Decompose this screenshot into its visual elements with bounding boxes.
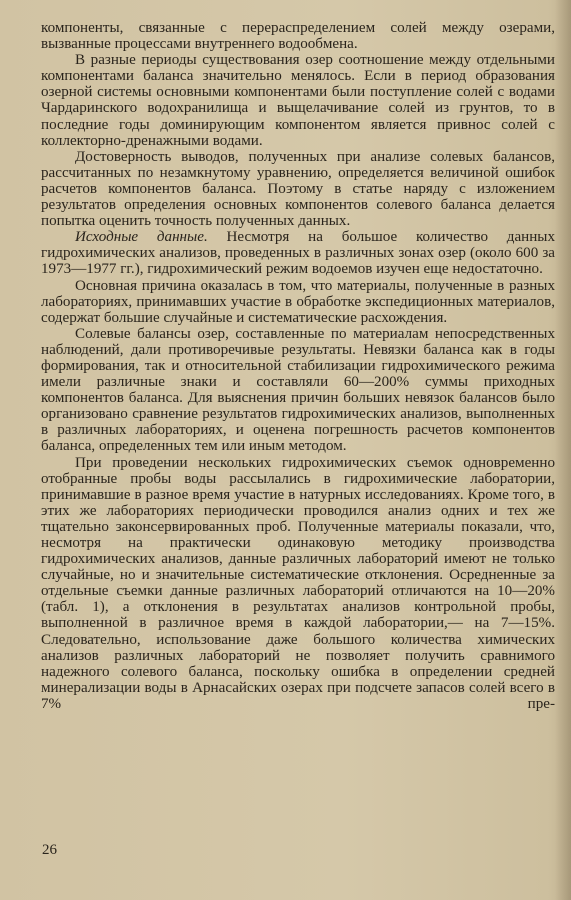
- paragraph-source-data: [41, 229, 555, 277]
- page-edge-shadow: [555, 0, 571, 900]
- paragraph: Основная причина оказалась в том, что материалы, полученные в разных лабораториях, принимавших участие в обработке экспедиционных материалов, содержат большие случайные и систематические расхождения.: [41, 277, 555, 326]
- page-number: 26: [42, 842, 57, 858]
- paragraph-text: Несмотря на большое количество данных гидрохимических анализов, проведенных в различных зонах озер (около 600 за 1973—1977 гг.), гидрохимический режим водоемов изучен еще недостаточно.: [41, 229, 555, 278]
- paragraph: Достоверность выводов, полученных при анализе солевых балансов, рассчитанных по незамкнутому уравнению, определяется величиной ошибок расчетов компонентов баланса. Поэтому в статье наряду с изложением результатов определения основных компонентов солевого баланса делается попытка оценить точность полученных данных.: [41, 148, 555, 230]
- section-heading: Исходные данные.: [75, 229, 208, 246]
- paragraph: В разные периоды существования озер соотношение между отдельными компонентами баланса значительно менялось. Если в период образования озерной системы основными компонентами были поступление солей с водами Чардаринского водохранилища и выщелачивание солей из грунтов, то в последние годы доминирующим компонентом является привнос солей с коллекторно-дренажными водами.: [41, 52, 555, 149]
- paragraph-continuation: компоненты, связанные с перераспределением солей между озерами, вызванные процессами внутреннего водообмена.: [41, 20, 555, 53]
- paragraph: Солевые балансы озер, составленные по материалам непосредственных наблюдений, дали противоречивые результаты. Невязки баланса как в годы формирования, так и относительной стабилизации гидрохимического режима имели различные знаки и составляли 60—200% суммы приходных компонентов баланса. Для выяснения причин больших невязок балансов было организовано сравнение результатов гидрохимических анализов, выполненных в различных лабораториях, и оценена погрешность расчетов компонентов баланса, определенных тем или иным методом.: [41, 325, 555, 455]
- body-text: [41, 20, 555, 712]
- paragraph: При проведении нескольких гидрохимических съемок одновременно отобранные пробы воды рассылались в гидрохимические лаборатории, принимавшие в разное время участие в натурных исследованиях. Кроме того, в этих же лабораториях периодически проводился анализ одних и тех же тщательно законсервированных проб. Полученные материалы показали, что, несмотря на практически одинаковую методику производства гидрохимических анализов, данные различных лабораторий имеют не только случайные, но и значительные систематические отклонения. Осредненные за отдельные съемки данные различных лабораторий отличаются на 10—20% (табл. 1), а отклонения в результатах анализов контрольной пробы, выполненной в различное время в каждой лаборатории,— на 7—15%. Следовательно, использование даже большого количества химических анализов различных лабораторий не позволяет получить сравнимого надежного солевого баланса, поскольку ошибка в определении средней минерализации воды в Арнасайских озерах при подсчете запасов солей всего в 7% пре-: [41, 454, 555, 712]
